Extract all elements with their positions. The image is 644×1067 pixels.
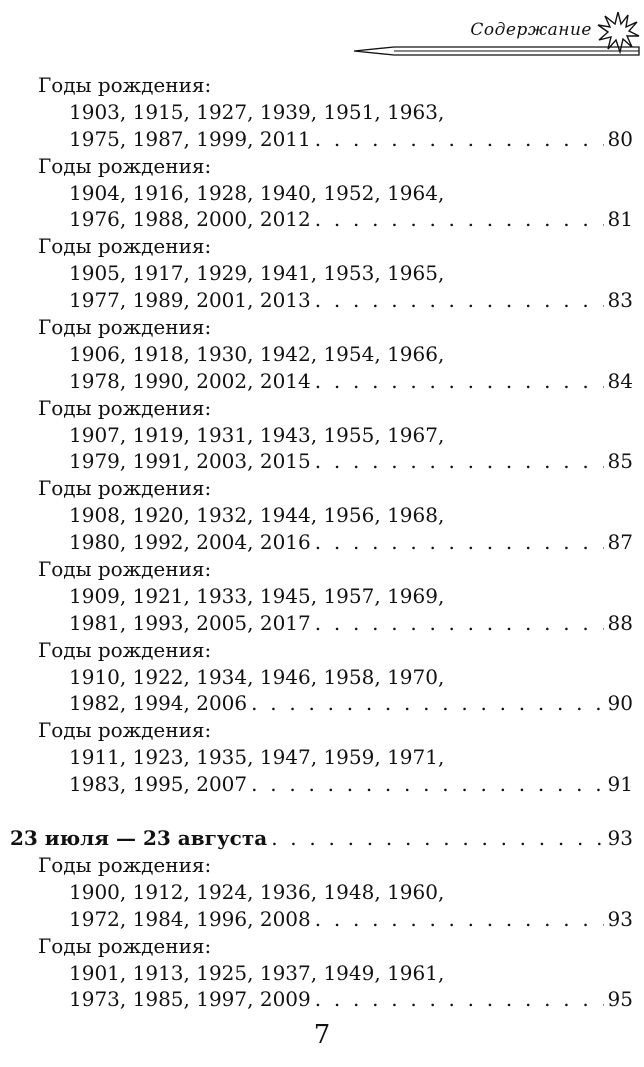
- toc-entry-row: [69, 368, 633, 395]
- dot-leader: [315, 206, 604, 233]
- birth-years-label: Годы рождения:: [38, 73, 212, 97]
- dot-leader: [251, 690, 603, 717]
- birth-years-list: 1976, 1988, 2000, 2012: [69, 207, 311, 232]
- toc-entry-label: [0, 717, 644, 744]
- toc-entry-years-with-page: [0, 986, 644, 1013]
- toc-entry-label: [0, 852, 644, 879]
- toc-entry-years: [0, 583, 644, 610]
- birth-years-label: Годы рождения:: [38, 637, 212, 662]
- dot-leader: [315, 448, 604, 475]
- toc-entry-label: [0, 933, 644, 960]
- birth-years-label: Годы рождения:: [38, 718, 212, 743]
- running-header: [0, 0, 644, 70]
- toc-entry-years: [0, 180, 644, 207]
- toc-entry-label: [0, 637, 644, 664]
- toc-entry-years-with-page: [0, 771, 644, 798]
- toc-entry-years: [0, 341, 644, 368]
- birth-years-list: 1981, 1993, 2005, 2017: [69, 610, 311, 635]
- birth-years-label: Годы рождения:: [38, 395, 212, 420]
- toc-page-number: 93: [607, 906, 633, 931]
- dot-leader: [315, 986, 604, 1013]
- toc-entry-years: [0, 879, 644, 906]
- toc-entry-row: [69, 906, 633, 933]
- birth-years-list: 1904, 1916, 1928, 1940, 1952, 1964,: [69, 180, 445, 205]
- toc-entry-years-with-page: [0, 206, 644, 233]
- birth-years-list: 1905, 1917, 1929, 1941, 1953, 1965,: [69, 261, 445, 286]
- dot-leader: [315, 906, 604, 933]
- birth-years-list: 1901, 1913, 1925, 1937, 1949, 1961,: [69, 960, 445, 985]
- birth-years-label: Годы рождения:: [38, 153, 212, 178]
- toc-entry-years-with-page: [0, 529, 644, 556]
- dot-leader: [315, 126, 604, 153]
- birth-years-label: Годы рождения:: [38, 933, 212, 958]
- running-header-title: Содержание: [470, 20, 592, 40]
- birth-years-list: 1980, 1992, 2004, 2016: [69, 530, 311, 555]
- toc-entry-years: [0, 744, 644, 771]
- dot-leader: [271, 825, 603, 852]
- birth-years-list: 1911, 1923, 1935, 1947, 1959, 1971,: [69, 745, 445, 770]
- dot-leader: [251, 771, 603, 798]
- toc-entry-label: [0, 556, 644, 583]
- toc-page-number: 90: [607, 691, 633, 716]
- dot-leader: [315, 529, 604, 556]
- toc-entry-label: [0, 314, 644, 341]
- toc-entry-years: [0, 502, 644, 529]
- birth-years-label: Годы рождения:: [38, 557, 212, 582]
- dot-leader: [315, 610, 604, 637]
- birth-years-list: 1906, 1918, 1930, 1942, 1954, 1966,: [69, 341, 445, 366]
- toc-page-number: 84: [607, 368, 633, 393]
- toc-entry-label: [0, 72, 644, 99]
- dot-leader: [315, 287, 604, 314]
- birth-years-list: 1983, 1995, 2007: [69, 772, 248, 797]
- toc-entry-row: [69, 986, 633, 1013]
- birth-years-label: Годы рождения:: [38, 852, 212, 877]
- toc-entry-row: [69, 610, 633, 637]
- toc-entry-row: [69, 126, 633, 153]
- birth-years-label: Годы рождения:: [38, 234, 212, 259]
- birth-years-list: 1977, 1989, 2001, 2013: [69, 288, 311, 313]
- birth-years-list: 1978, 1990, 2002, 2014: [69, 368, 311, 393]
- toc-entry-years: [0, 99, 644, 126]
- toc-page-number: 80: [607, 126, 633, 151]
- toc-entry-row: [69, 287, 633, 314]
- chapter-title: 23 июля — 23 августа: [10, 826, 268, 851]
- toc-entry-row: [69, 529, 633, 556]
- toc-page-number: 88: [607, 610, 633, 635]
- toc-entry-years-with-page: [0, 126, 644, 153]
- toc-page-number: 85: [607, 449, 633, 474]
- toc-entry-years-with-page: [0, 368, 644, 395]
- section-spacer: [0, 798, 644, 825]
- toc-page-number: 87: [607, 530, 633, 555]
- toc-entry-years: [0, 664, 644, 691]
- toc-page-number: 81: [607, 207, 633, 232]
- toc-entry-years-with-page: [0, 610, 644, 637]
- birth-years-label: Годы рождения:: [38, 315, 212, 340]
- header-decorative-rule: [354, 42, 644, 60]
- toc-entry-row: [69, 771, 633, 798]
- birth-years-list: 1975, 1987, 1999, 2011: [69, 126, 311, 151]
- toc-entry-years-with-page: [0, 690, 644, 717]
- birth-years-list: 1903, 1915, 1927, 1939, 1951, 1963,: [69, 99, 445, 124]
- toc-page-number: 91: [607, 772, 633, 797]
- toc-entry-label: [0, 233, 644, 260]
- birth-years-list: 1909, 1921, 1933, 1945, 1957, 1969,: [69, 583, 445, 608]
- toc-page-number: 95: [607, 987, 633, 1012]
- birth-years-list: 1972, 1984, 1996, 2008: [69, 906, 311, 931]
- toc-entry-label: [0, 395, 644, 422]
- toc-entry-years: [0, 260, 644, 287]
- toc-entry-row: [69, 206, 633, 233]
- page-number: 7: [313, 1020, 331, 1050]
- birth-years-list: 1900, 1912, 1924, 1936, 1948, 1960,: [69, 879, 445, 904]
- table-of-contents: [0, 72, 644, 1013]
- birth-years-list: 1982, 1994, 2006: [69, 691, 248, 716]
- toc-entry-years: [0, 960, 644, 987]
- birth-years-list: 1910, 1922, 1934, 1946, 1958, 1970,: [69, 664, 445, 689]
- toc-page-number: 93: [607, 826, 633, 851]
- toc-entry-row: [69, 690, 633, 717]
- toc-entry-row: [69, 448, 633, 475]
- toc-entry-years-with-page: [0, 287, 644, 314]
- toc-entry-label: [0, 475, 644, 502]
- birth-years-list: 1979, 1991, 2003, 2015: [69, 449, 311, 474]
- toc-entry-years: [0, 422, 644, 449]
- birth-years-list: 1907, 1919, 1931, 1943, 1955, 1967,: [69, 422, 445, 447]
- toc-entry-years-with-page: [0, 906, 644, 933]
- birth-years-label: Годы рождения:: [38, 476, 212, 501]
- dot-leader: [315, 368, 604, 395]
- toc-page-number: 83: [607, 288, 633, 313]
- toc-chapter-heading: [0, 825, 644, 852]
- toc-entry-years-with-page: [0, 448, 644, 475]
- birth-years-list: 1973, 1985, 1997, 2009: [69, 987, 311, 1012]
- birth-years-list: 1908, 1920, 1932, 1944, 1956, 1968,: [69, 503, 445, 528]
- toc-chapter-row: [10, 825, 633, 852]
- toc-entry-label: [0, 153, 644, 180]
